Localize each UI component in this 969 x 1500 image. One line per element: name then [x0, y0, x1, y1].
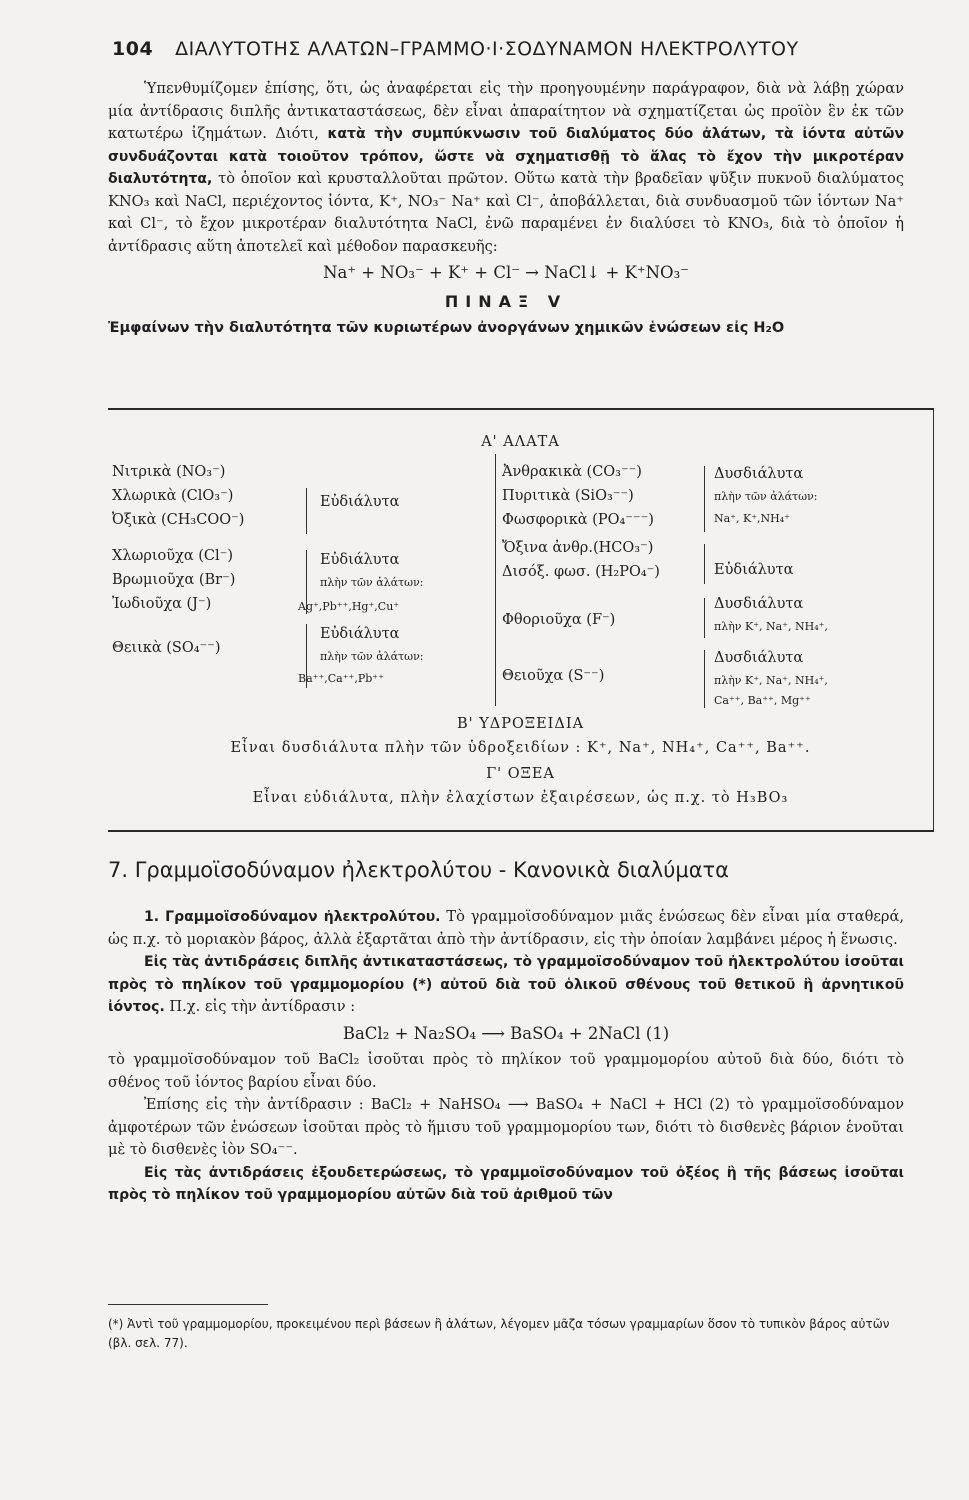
brace-4 — [704, 466, 705, 532]
sec7-paragraph-3: τὸ γραμμοϊσοδύναμον τοῦ BaCl₂ ἰσοῦται πρὸς τὸ πηλίκον τοῦ γραμμομορίου αὐτοῦ διὰ δύο, διότι τὸ σθένος τοῦ ἰόντος βαρίου εἶναι δύο. — [108, 1051, 904, 1091]
brace-6 — [704, 598, 705, 638]
row-chlorates: Χλωρικὰ (ClO₃⁻) — [112, 488, 234, 504]
sec7-p1-text: Τὸ γραμμοϊσοδύναμον μιᾶς ἑνώσεως δὲν εἶναι μία σταθερά, ὡς π.χ. τὸ μοριακὸν βάρος, ἀλλὰ ἐξαρτᾶται ἀπὸ τὴν ἀντίδρασιν, εἰς τὴν ὁποίαν λαμβάνει μέρος ἡ ἕνωσις. — [108, 908, 905, 948]
sec7-p2-bold: Εἰς τὰς ἀντιδράσεις διπλῆς ἀντικαταστάσεως, τὸ γραμμοϊσοδύναμον τοῦ ἠλεκτρολύτου ἰσοῦται πρὸς τὸ πηλίκον τοῦ γραμμομορίου (*) αὐτοῦ διὰ τοῦ ὁλικοῦ σθένους τοῦ θετικοῦ ἢ ἀρνητικοῦ ἰόντος. — [108, 954, 904, 1015]
page-number: 104 — [112, 38, 154, 60]
brace-1 — [306, 488, 307, 534]
sec7-p1-bold: 1. Γραμμοϊσοδύναμον ἠλεκτρολύτου. — [144, 909, 441, 925]
row-bromides: Βρωμιοῦχα (Br⁻) — [112, 572, 236, 588]
group-ions-3: Ba⁺⁺,Ca⁺⁺,Pb⁺⁺ — [298, 672, 384, 685]
sec7-p2-text: Π.χ. εἰς τὴν ἀντίδρασιν : — [169, 998, 356, 1015]
intro-paragraph — [108, 78, 904, 258]
solubility-table — [108, 408, 934, 832]
group-except-4: πλὴν τῶν ἀλάτων: — [714, 490, 818, 503]
row-chlorides: Χλωριοῦχα (Cl⁻) — [112, 548, 233, 564]
footnote-rule — [108, 1304, 268, 1305]
section-c-text: Εἶναι εὐδιάλυτα, πλὴν ἐλαχίστων ἐξαιρέσεων, ὡς π.χ. τὸ H₃BO₃ — [252, 790, 789, 806]
brace-7 — [704, 650, 705, 708]
group-soluble-1: Εὐδιάλυτα — [320, 494, 400, 510]
sec7-paragraph-5 — [108, 1162, 904, 1207]
row-acetates: Ὀξικὰ (CH₃COO⁻) — [112, 512, 245, 528]
section-7-body — [108, 906, 904, 1207]
sec7-p5-bold: Εἰς τὰς ἀντιδράσεις ἐξουδετερώσεως, τὸ γραμμοϊσοδύναμον τοῦ ὀξέος ἢ τῆς βάσεως ἰσοῦται πρὸς τὸ πηλίκον τοῦ γραμμομορίου αὐτῶν διὰ τοῦ ἀριθμοῦ τῶν — [108, 1164, 904, 1203]
group-insoluble-3: Δυσδιάλυτα — [714, 650, 804, 666]
intro-block — [108, 78, 904, 340]
section-b-heading: Β' ΥΔΡΟΞΕΙΔΙΑ — [456, 716, 585, 732]
group-except-7: πλὴν K⁺, Na⁺, NH₄⁺, — [714, 674, 828, 687]
group-ions-2: Ag⁺,Pb⁺⁺,Hg⁺,Cu⁺ — [298, 600, 400, 613]
intro-text-a: Ὑπενθυμίζομεν ἐπίσης, ὅτι, ὡς ἀναφέρεται εἰς τὴν προηγουμένην παράγραφον, διὰ νὰ λάβῃ χώραν μία ἀντίδρασις διπλῆς ἀντικαταστάσεως, δὲν εἶναι ἀπαραίτητον νὰ σχηματίζεται ὡς προϊὸν ἓν ἐκ τῶν κατωτέρω ἰζημάτων. Διότι, — [108, 80, 904, 142]
row-dihydrogen-phosphates: Δισόξ. φωσ. (H₂PO₄⁻) — [502, 564, 660, 580]
group-insoluble-1: Δυσδιάλυτα — [714, 466, 804, 482]
intro-text-bold: κατὰ τὴν συμπύκνωσιν τοῦ διαλύματος δύο ἀλάτων, τὰ ἰόντα αὐτῶν συνδυάζονται κατὰ τοιοῦτον τρόπον, ὥστε νὰ σχηματισθῇ τὸ ἅλας τὸ ἔχον τὴν μικροτέραν διαλυτότητα, — [108, 126, 905, 187]
group-soluble-3: Εὐδιάλυτα — [320, 626, 400, 642]
section-b-text: Εἶναι δυσδιάλυτα πλὴν τῶν ὑδροξειδίων : K⁺, Na⁺, NH₄⁺, Ca⁺⁺, Ba⁺⁺. — [230, 740, 811, 756]
row-nitrates: Νιτρικὰ (NO₃⁻) — [112, 464, 226, 480]
running-title: ΔΙΑΛΥΤΟΤΗΣ ΑΛΑΤΩΝ–ΓΡΑΜΜΟ·Ι·ΣΟΔΥΝΑΜΟΝ ΗΛΕΚΤΡΟΛΥΤΟΥ — [175, 38, 799, 60]
table-title: Ἐμφαίνων τὴν διαλυτότητα τῶν κυριωτέρων ἀνοργάνων χημικῶν ἑνώσεων εἰς H₂O — [108, 320, 785, 336]
row-bicarbonates: Ὄξινα ἀνθρ.(HCO₃⁻) — [502, 540, 654, 556]
row-iodides: Ἰωδιοῦχα (J⁻) — [112, 596, 212, 612]
sec7-paragraph-4: Ἐπίσης εἰς τὴν ἀντίδρασιν : BaCl₂ + NaHSO₄ ⟶ BaSO₄ + NaCl + HCl (2) τὸ γραμμοϊσοδύναμον ἀμφοτέρων τῶν ἑνώσεων ἰσοῦται πρὸς τὸ ἥμισυ τοῦ γραμμομορίου των, διότι τὸ δισθενὲς βάριον ἑνοῦται μὲ τὸ δισθενὲς ἰὸν SO₄⁻⁻. — [108, 1096, 904, 1158]
group-except-3: πλὴν τῶν ἀλάτων: — [320, 650, 424, 663]
group-soluble-4: Εὐδιάλυτα — [714, 562, 794, 578]
sec7-paragraph-2 — [108, 951, 904, 1019]
row-carbonates: Ἀνθρακικὰ (CO₃⁻⁻) — [502, 464, 642, 480]
intro-text-c: τὸ ὁποῖον καὶ κρυσταλλοῦται πρῶτον. Οὕτω κατὰ τὴν βραδεῖαν ψῦξιν πυκνοῦ διαλύματος KNO₃ καὶ NaCl, περιέχοντος ἰόντα, K⁺, NO₃⁻ Na⁺ καὶ Cl⁻, ἀποβάλλεται, διὰ συνδυασμοῦ τῶν ἰόντων Na⁺ καὶ Cl⁻, τὸ ἔχον μικροτέραν διαλυτότητα NaCl, ἐνῶ παραμένει ἐν διαλύσει τὸ KNO₃, διὰ τὸ ὁποῖον ἡ ἀντίδρασις αὕτη ἀποτελεῖ καὶ μέθοδον παρασκευῆς: — [108, 170, 904, 255]
footnote: (*) Ἀντὶ τοῦ γραμμομορίου, προκειμένου περὶ βάσεων ἢ ἀλάτων, λέγομεν μᾶζα τόσων γραμμαρίων ὅσον τὸ τυπικὸν βάρος αὐτῶν (βλ. σελ. 77). — [108, 1317, 890, 1350]
sec7-paragraph-1 — [108, 906, 904, 951]
row-sulfates: Θειικὰ (SO₄⁻⁻) — [112, 640, 221, 656]
brace-5 — [704, 544, 705, 584]
row-phosphates: Φωσφορικὰ (PO₄⁻⁻⁻) — [502, 512, 654, 528]
row-sulfides: Θειοῦχα (S⁻⁻) — [502, 668, 605, 684]
section-a-heading: Α' ΑΛΑΤΑ — [481, 434, 560, 450]
group-ions-7: Ca⁺⁺, Ba⁺⁺, Mg⁺⁺ — [714, 694, 811, 707]
group-except-6: πλὴν K⁺, Na⁺, NH₄⁺, — [714, 620, 828, 633]
section-7-title: 7. Γραμμοϊσοδύναμον ἠλεκτρολύτου - Κανονικὰ διαλύματα — [108, 858, 730, 882]
section-c-heading: Γ' ΟΞΕΑ — [486, 766, 555, 782]
group-soluble-2: Εὐδιάλυτα — [320, 552, 400, 568]
table-divider — [495, 454, 496, 706]
group-insoluble-2: Δυσδιάλυτα — [714, 596, 804, 612]
group-except-2: πλὴν τῶν ἀλάτων: — [320, 576, 424, 589]
group-ions-4: Na⁺, K⁺,NH₄⁺ — [714, 512, 790, 525]
table-number: ΠΙΝΑΞ V — [444, 291, 568, 311]
row-fluorides: Φθοριοῦχα (F⁻) — [502, 612, 616, 628]
running-header — [112, 38, 889, 60]
intro-equation: Na⁺ + NO₃⁻ + K⁺ + Cl⁻ → NaCl↓ + K⁺NO₃⁻ — [323, 263, 689, 282]
equation-1: BaCl₂ + Na₂SO₄ ⟶ BaSO₄ + 2NaCl (1) — [342, 1023, 670, 1043]
row-silicates: Πυριτικὰ (SiO₃⁻⁻) — [502, 488, 634, 504]
